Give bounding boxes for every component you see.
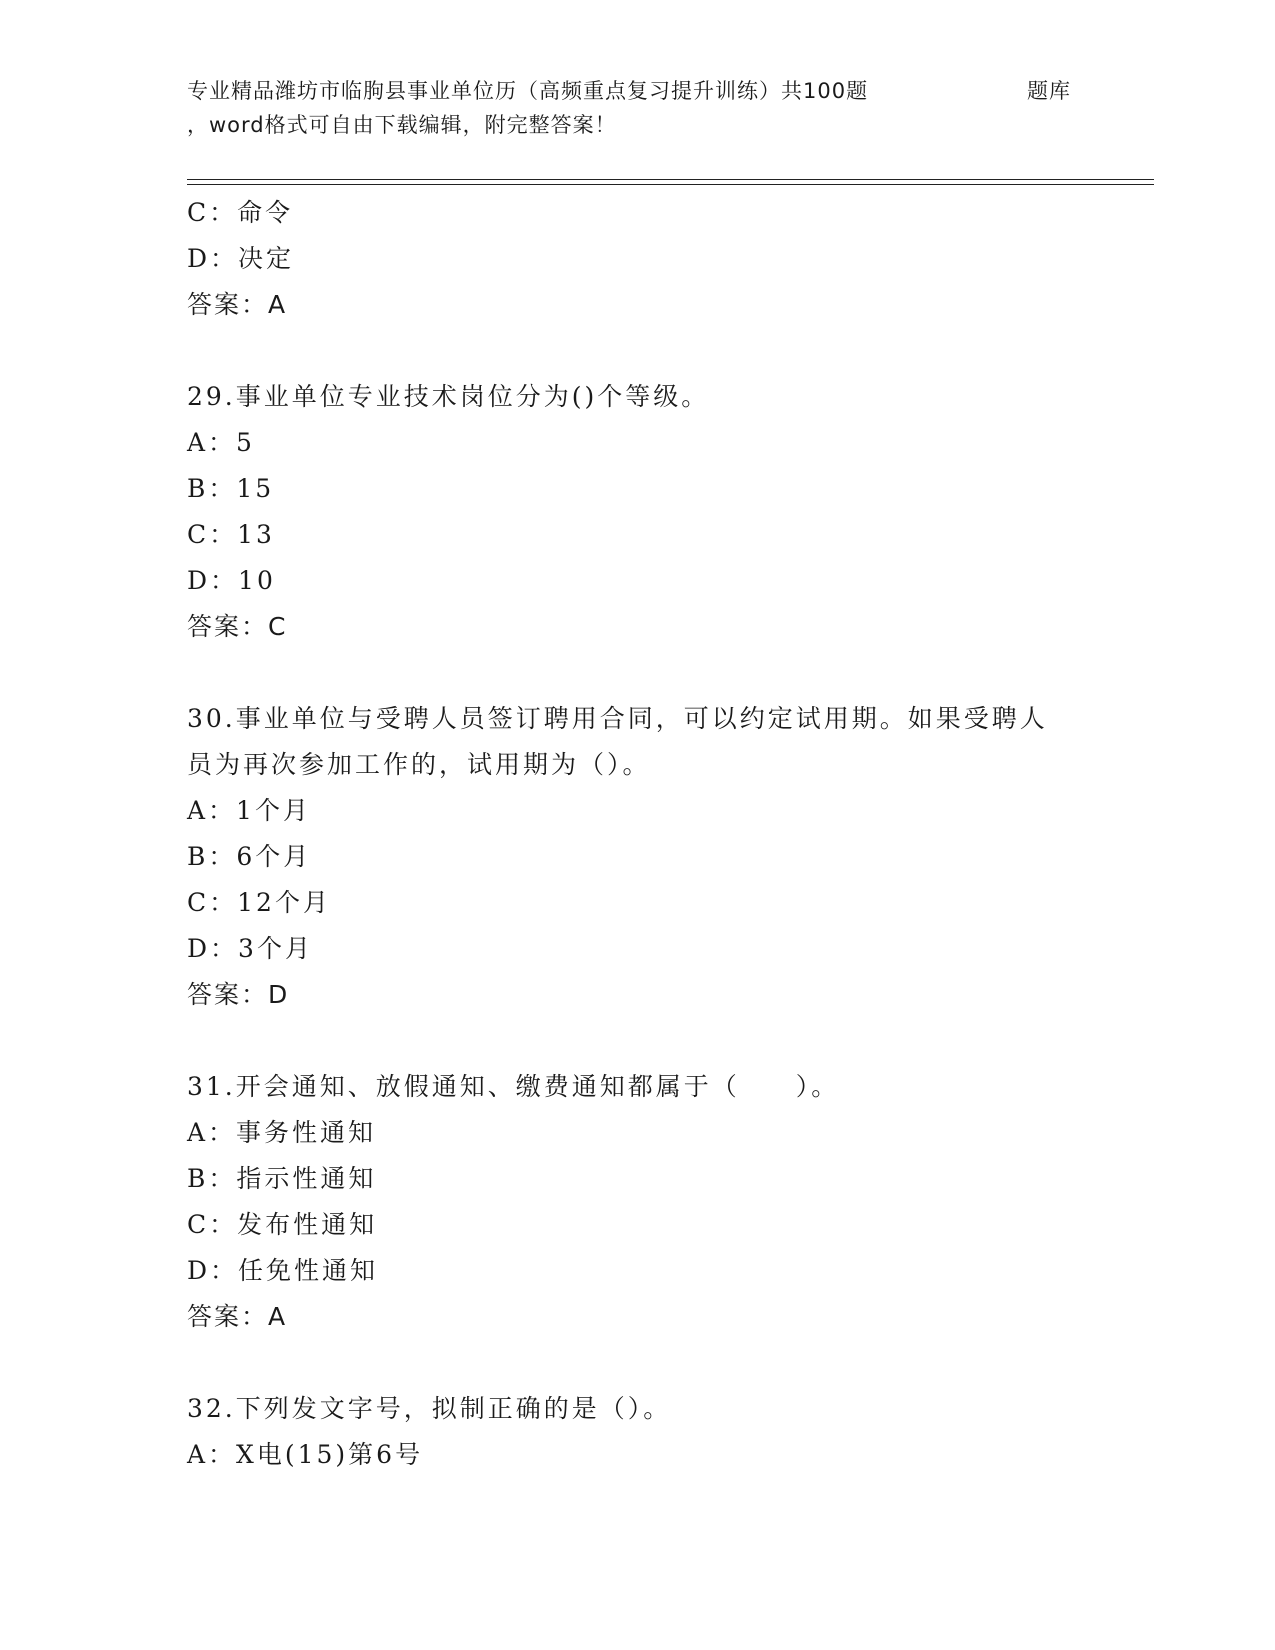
question-stem-line-2: 员为再次参加工作的，试用期为（）。 [187, 750, 651, 779]
spacer [187, 650, 1087, 696]
option-c: C：13 [187, 520, 275, 549]
question-28-continued [187, 190, 1087, 328]
option-b: B：15 [187, 474, 275, 503]
question-30 [187, 696, 1087, 1018]
option-a: A：事务性通知 [187, 1118, 377, 1147]
option-d: D：任免性通知 [187, 1256, 379, 1285]
option-a: A：1个月 [187, 796, 311, 825]
header-title-text: 专业精品潍坊市临朐县事业单位历（高频重点复习提升训练）共100题 [187, 79, 869, 103]
option-a: A：X电(15)第6号 [187, 1440, 424, 1469]
question-stem: 29.事业单位专业技术岗位分为()个等级。 [187, 382, 710, 411]
spacer [187, 1340, 1087, 1386]
question-list [187, 190, 1087, 1478]
option-d: D：决定 [187, 244, 295, 273]
answer-line: 答案：A [187, 290, 288, 319]
header-title-line-2: ，word格式可自由下载编辑，附完整答案！ [187, 113, 617, 137]
option-c: C：发布性通知 [187, 1210, 378, 1239]
question-stem: 31.开会通知、放假通知、缴费通知都属于（ ）。 [187, 1072, 840, 1101]
spacer [187, 1018, 1087, 1064]
question-31 [187, 1064, 1087, 1340]
header-divider-bottom [187, 184, 1154, 185]
page-header [187, 74, 1087, 142]
answer-line: 答案：D [187, 980, 290, 1009]
answer-line: 答案：A [187, 1302, 288, 1331]
header-title-line-1 [187, 74, 1087, 108]
option-c: C：命令 [187, 198, 294, 227]
question-stem: 32.下列发文字号，拟制正确的是（）。 [187, 1394, 672, 1423]
answer-line: 答案：C [187, 612, 288, 641]
spacer [187, 328, 1087, 374]
option-a: A：5 [187, 428, 255, 457]
header-divider-top [187, 179, 1154, 180]
option-b: B：6个月 [187, 842, 312, 871]
question-32 [187, 1386, 1087, 1478]
question-29 [187, 374, 1087, 650]
option-d: D：3个月 [187, 934, 313, 963]
header-tag: 题库 [1027, 79, 1071, 103]
option-b: B：指示性通知 [187, 1164, 377, 1193]
option-d: D：10 [187, 566, 276, 595]
question-stem-line-1: 30.事业单位与受聘人员签订聘用合同，可以约定试用期。如果受聘人 [187, 704, 1048, 733]
option-c: C：12个月 [187, 888, 331, 917]
